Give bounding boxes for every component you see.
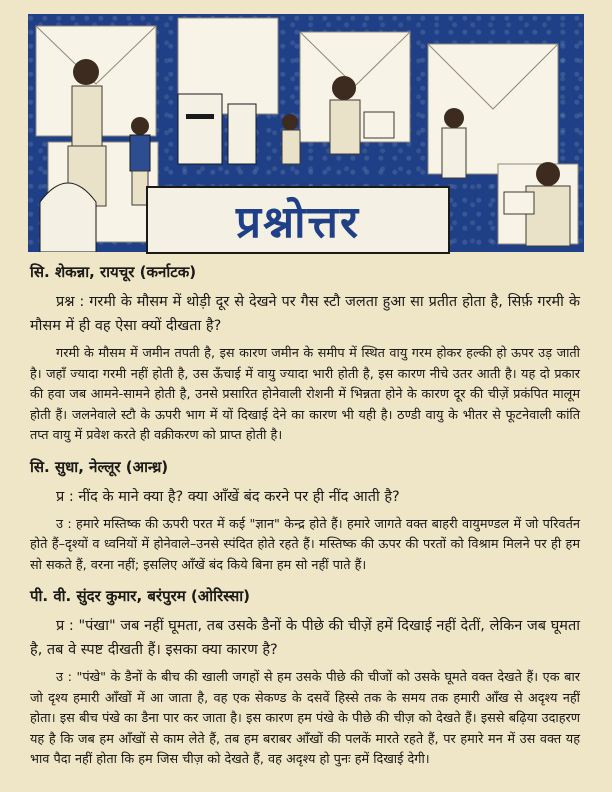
page-title: प्रश्नोत्तर xyxy=(236,197,360,248)
qa-content xyxy=(30,262,580,781)
mailbox-dome xyxy=(40,183,96,252)
qa-item xyxy=(30,586,580,771)
qa-item xyxy=(30,262,580,447)
questioner-name: सि. सुधा, नेल्लूर (आन्ध्र) xyxy=(30,457,169,476)
questioner-name: पी. वी. सुंदर कुमार, बरंपुरम (ओरिस्सा) xyxy=(30,587,250,605)
questioner-name: सि. शेकन्ना, रायचूर (कर्नाटक) xyxy=(30,263,197,281)
page-title-box xyxy=(146,186,450,254)
question-text: प्र : "पंखा" जब नहीं घूमता, तब उसके डैनों के पीछे की चीज़ें हमें दिखाई नहीं देतीं, लेकिन जब घूमता है, तब वे स्पष्ट दीखती हैं। इसका क्या कारण है? xyxy=(30,618,580,658)
question-text: प्र : नींद के माने क्या है? क्या आँखें बंद करने पर ही नींद आती है? xyxy=(56,488,400,505)
qa-item xyxy=(30,457,580,577)
answer-text: उ : हमारे मस्तिष्क की ऊपरी परत में कई "ज्ञान" केन्द्र होते हैं। हमारे जागते वक्त बाहरी वायुमण्डल में जो परिवर्तन होते हैं–दृश्यों व ध्वनियों में होनेवाले–उनसे स्पंदित होते रहते हैं। मस्तिष्क की ऊपर की परतों को विश्राम मिलने पर ही हम सो सकते हैं, वरना नहीं; इसलिए आँखें बंद किये बिना हम सो नहीं पाते हैं। xyxy=(30,516,580,573)
walking-man-figure xyxy=(442,108,466,178)
question-text: प्रश्न : गरमी के मौसम में थोड़ी दूर से देखने पर गैस स्टौ जलता हुआ सा प्रतीत होता है, सिर्फ़ गरमी के मौसम में ही वह ऐसा क्यों दीखता है? xyxy=(30,294,580,334)
answer-text: उ : "पंखे" के डैनों के बीच की खाली जगहों से हम उसके पीछे की चीजों को उसके घूमते वक्त देखते हैं। एक बार जो दृश्य हमारी आँखों में आ जाता है, वह एक सेकण्ड के दसवें हिस्से तक के समय तक हमारी आँख से अदृश्य नहीं होता। इस बीच पंखे का डैना पार कर जाता है। इस कारण हम पंखे के पीछे की चीज़ को देखते हैं। इससे बढ़िया उदाहरण यह है कि जब हम आँखों से काम लेते हैं, तब हम बराबर आँखों की पलकें मारते रहते हैं, पर हमारे मन में उस वक्त यह भाव पैदा नहीं होता कि हम जिस चीज़ को देखते हैं, वह अदृश्य हो पुनः हमें दिखाई देगी। xyxy=(30,670,580,767)
post-box xyxy=(178,94,256,164)
answer-text: गरमी के मौसम में जमीन तपती है, इस कारण जमीन के समीप में स्थित वायु गरम होकर हल्की हो ऊपर उड़ जाती है। जहाँ ज्यादा गरमी नहीं होती है, उस ऊँचाई में वायु ज्यादा भारी होती है, इस कारण नीचे उतर आती है। यह दो प्रकार की हवा जब आमने-सामने होती है, उनसे प्रसारित होनेवाली रोशनी में भिन्नता होने के कारण दूर की चीज़ें प्रकंपित मालूम होती हैं। जलनेवाले स्टौ के ऊपरी भाग में यों दिखाई देने का कारण भी यही है। ठण्डी वायु के भीतर से फूटनेवाली कांति तप्त वायु में प्रवेश करते ही वक्रीकरण को प्राप्त होती है। xyxy=(30,346,580,443)
small-figure xyxy=(282,114,300,164)
